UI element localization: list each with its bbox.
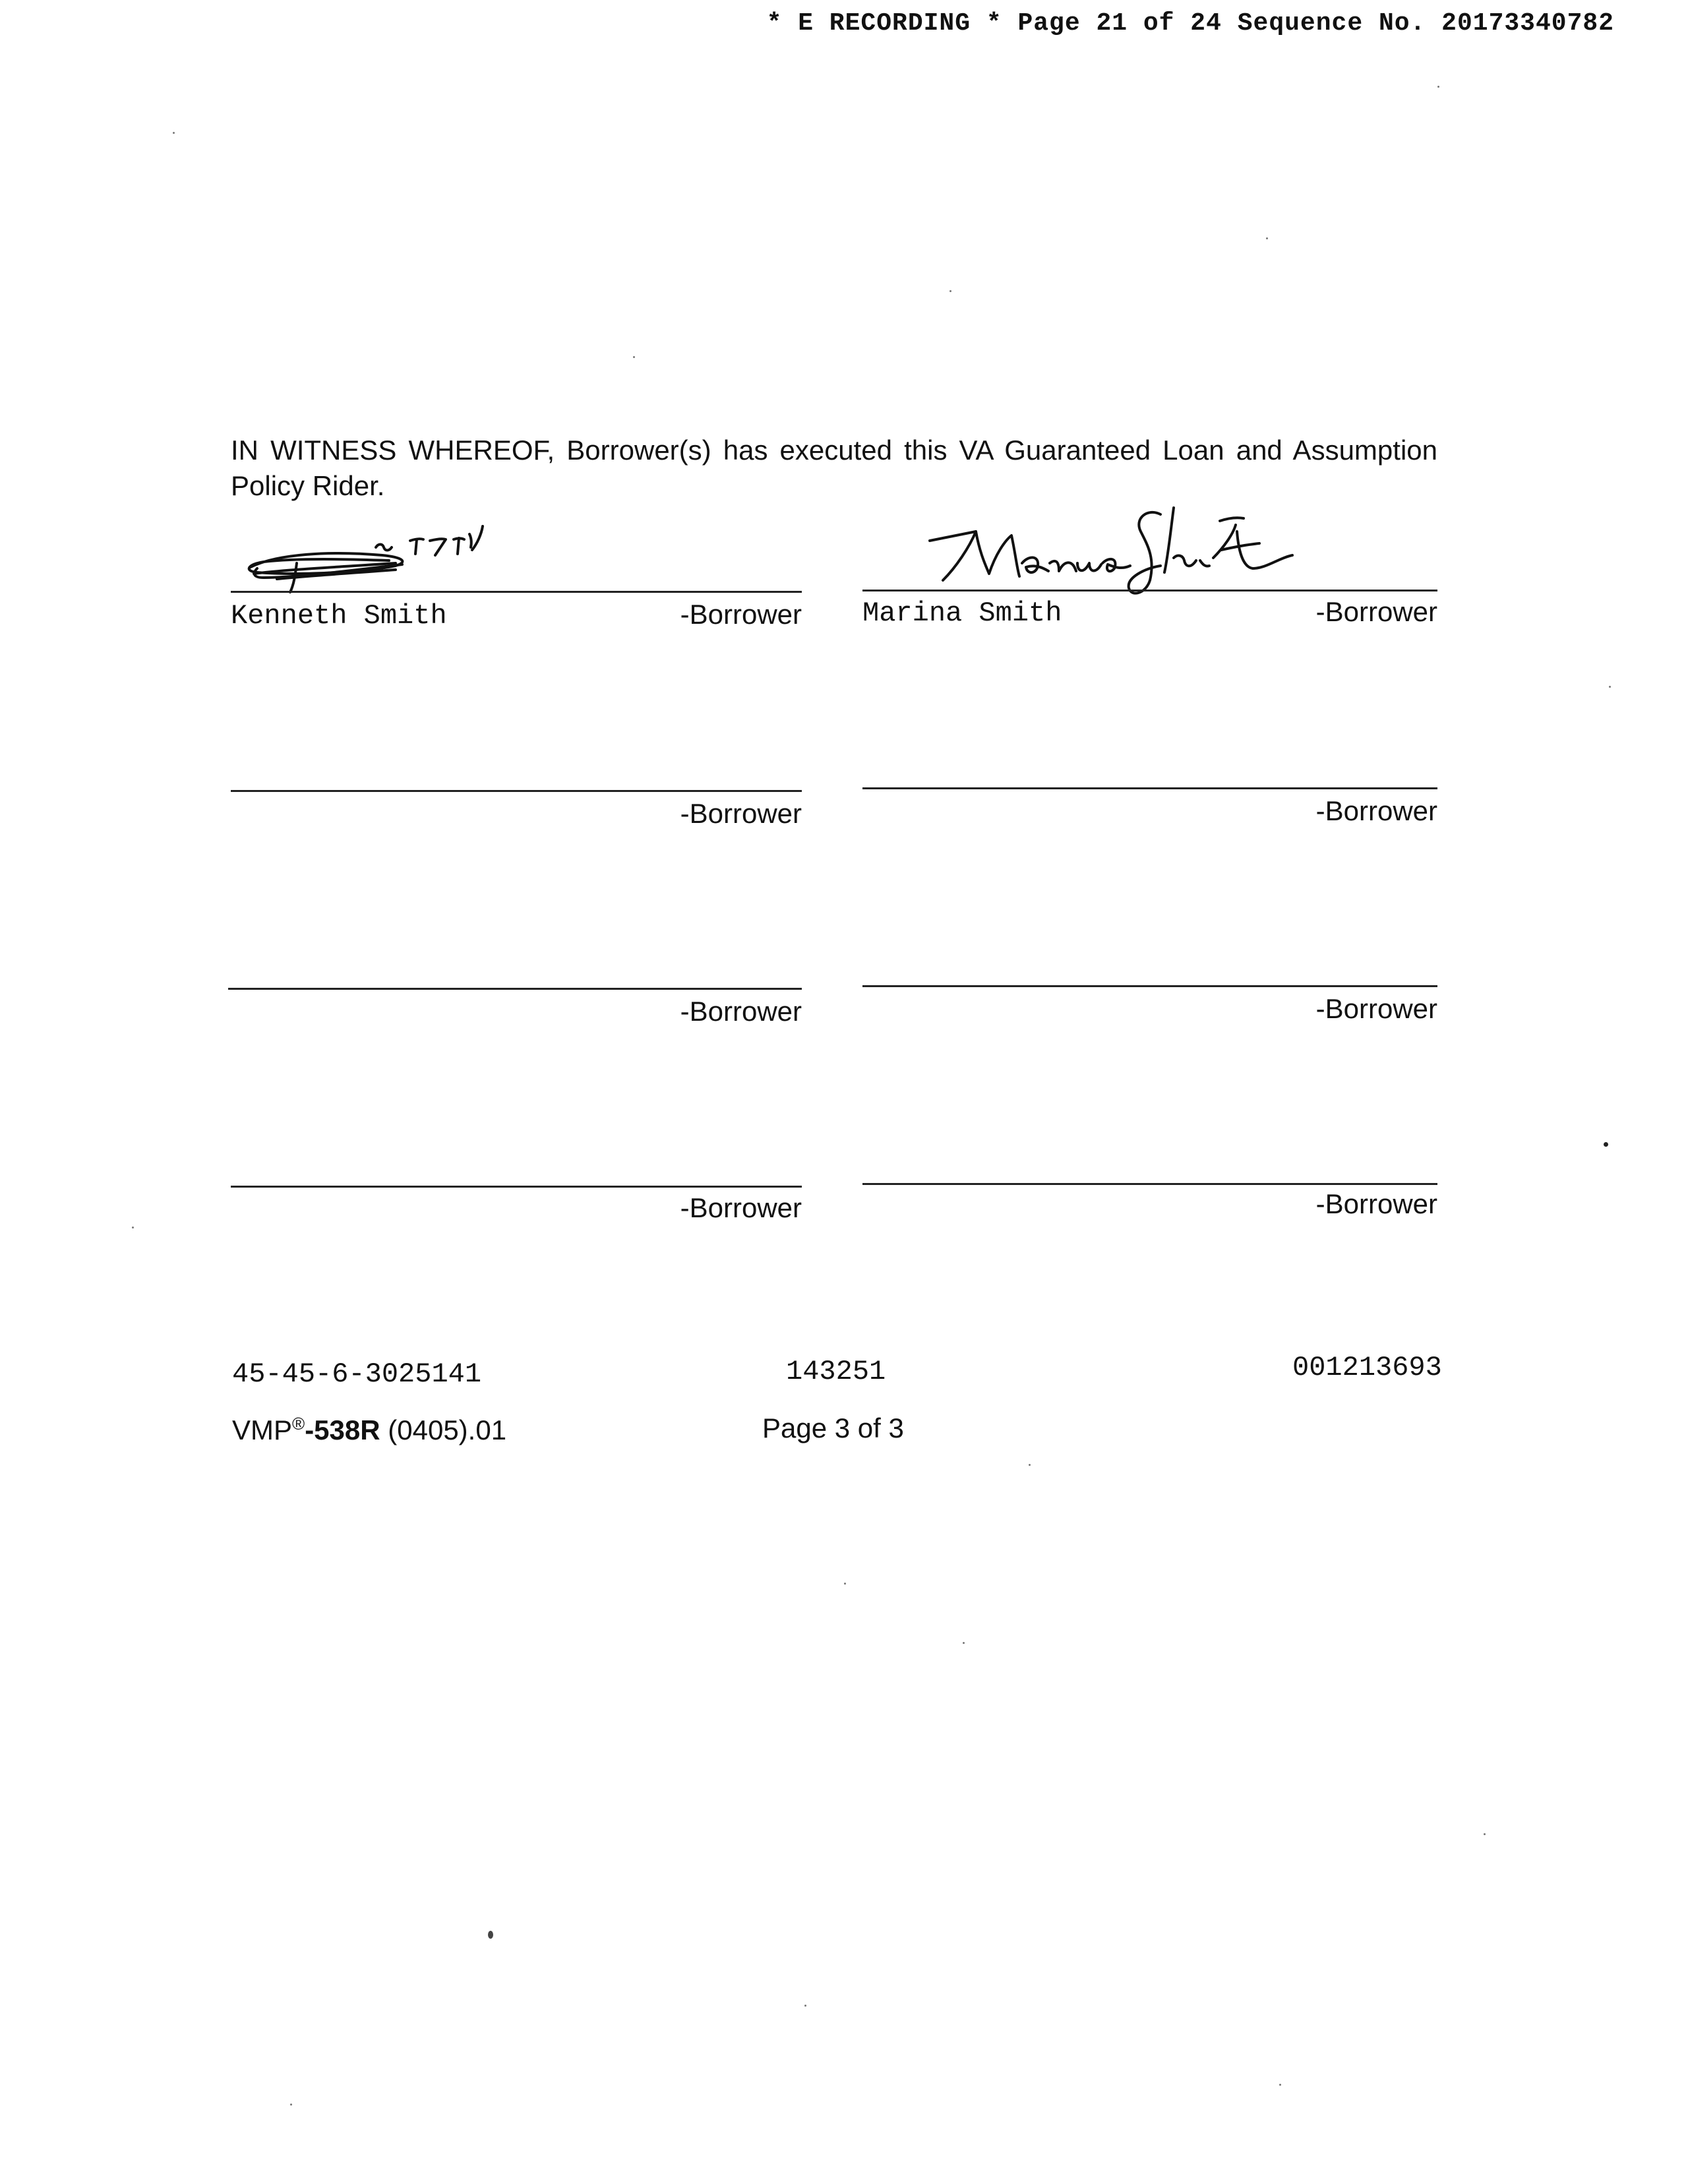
- scan-speck: [1484, 1833, 1486, 1835]
- signature-line-4: [862, 787, 1437, 789]
- scan-speck: [633, 356, 635, 358]
- scan-speck: [804, 2005, 806, 2007]
- borrower-label-7: -Borrower: [680, 1192, 802, 1223]
- kenneth-signature: [237, 521, 514, 600]
- scan-speck: [1279, 2084, 1281, 2086]
- scan-speck: [1604, 1142, 1608, 1147]
- recording-header: * E RECORDING * Page 21 of 24 Sequence No. 20173340782: [766, 9, 1614, 38]
- signature-line-7: [231, 1186, 802, 1188]
- scan-speck: [488, 1931, 493, 1939]
- scan-speck: [844, 1583, 846, 1585]
- signature-line-6: [862, 985, 1437, 987]
- signature-line-5: [228, 988, 802, 990]
- form-code: -538R: [305, 1414, 380, 1445]
- borrower-label-2: -Borrower: [1315, 596, 1437, 627]
- scan-speck: [173, 132, 175, 134]
- form-version: (0405).01: [388, 1414, 507, 1445]
- borrower-label-8: -Borrower: [1315, 1188, 1437, 1219]
- scan-speck: [1437, 86, 1439, 88]
- borrower-name-marina: Marina Smith: [862, 597, 1062, 629]
- scan-speck: [963, 1642, 965, 1644]
- scan-speck: [1029, 1464, 1031, 1466]
- page-indicator: Page 3 of 3: [762, 1412, 904, 1443]
- form-number: [232, 1414, 506, 1446]
- borrower-label-6: -Borrower: [1315, 993, 1437, 1024]
- scan-speck: [1266, 237, 1268, 239]
- signature-line-1: [231, 591, 802, 593]
- scan-speck: [1609, 686, 1611, 688]
- registered-mark: ®: [292, 1414, 305, 1434]
- scan-speck: [950, 290, 951, 292]
- signature-line-3: [231, 790, 802, 792]
- borrower-label-3: -Borrower: [680, 798, 802, 829]
- borrower-label-1: -Borrower: [680, 599, 802, 630]
- borrower-label-5: -Borrower: [680, 996, 802, 1027]
- case-number: 45-45-6-3025141: [232, 1358, 482, 1390]
- scan-speck: [290, 2104, 292, 2106]
- signature-line-8: [862, 1183, 1437, 1185]
- borrower-label-4: -Borrower: [1315, 795, 1437, 826]
- signature-line-2: [862, 590, 1437, 592]
- loan-number: 001213693: [1292, 1352, 1442, 1383]
- scan-speck: [132, 1227, 134, 1228]
- min-number: 143251: [786, 1356, 886, 1387]
- form-prefix: VMP: [232, 1414, 293, 1445]
- borrower-name-kenneth: Kenneth Smith: [231, 600, 447, 632]
- witness-statement: IN WITNESS WHEREOF, Borrower(s) has executed this VA Guaranteed Loan and Assumption Policy Rider.: [231, 435, 1437, 501]
